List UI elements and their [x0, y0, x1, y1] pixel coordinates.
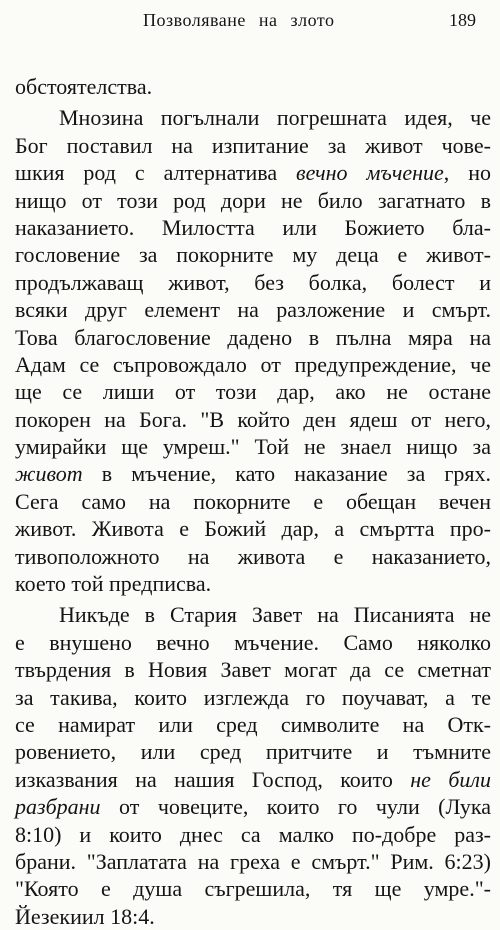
text-line: е внушено вечно мъчение. Само няколко: [15, 629, 491, 655]
text-line: брани. "Заплатата на греха е смърт." Рим. 6:23): [15, 848, 491, 874]
italic-emphasis: вечно мъчение: [296, 160, 444, 186]
text-line: умирайки ще умреш." Той не знаел нищо за: [15, 434, 491, 460]
text-segment: от човеците, които го чули (Лука: [100, 794, 491, 820]
running-header: [0, 6, 500, 36]
body-text: [15, 73, 491, 930]
text-line: тивоположното на живота е наказанието,: [15, 543, 491, 569]
text-line: Бог поставил на изпитание за живот чове-: [15, 132, 491, 158]
text-line: Адам се съпровождало от предупреждение, че: [15, 351, 491, 377]
page-number: 189: [449, 10, 476, 30]
paragraph: [15, 73, 491, 100]
text-line: всяки друг елемент на разложение и смърт.: [15, 297, 491, 323]
text-line: Мнозина погълнали погрешната идея, че: [59, 105, 491, 131]
text-line: [15, 159, 491, 186]
text-line: [15, 766, 491, 793]
text-line: живот. Живота е Божий дар, а смъртта про-: [15, 516, 491, 542]
text-line: Сега само на покорните е обещан вечен: [15, 488, 491, 514]
text-segment: шкия род с алтернатива: [15, 160, 297, 186]
text-line: "Която е душа съгрешила, тя ще умре."-: [15, 876, 491, 902]
text-line: нищо от този род дори не било загатнато в: [15, 187, 491, 213]
text-line: се намират или сред символите на Отк-: [15, 711, 491, 737]
paragraph: [15, 104, 491, 597]
text-line: покорен на Бога. "В който ден ядеш от него,: [15, 406, 491, 432]
text-line: за такива, които изглежда го поучават, а те: [15, 684, 491, 710]
chapter-title: Позволяване на злото: [143, 10, 335, 30]
text-line: наказанието. Милостта или Божието бла-: [15, 214, 491, 240]
text-line: обстоятелства.: [15, 74, 153, 99]
paragraph: [15, 601, 491, 930]
text-segment: , но: [443, 160, 491, 186]
text-segment: изказвания на нашия Господ, които: [15, 766, 411, 792]
text-line: твърдения в Новия Завет могат да се сметнат: [15, 657, 491, 683]
text-line: което той предписва.: [15, 571, 212, 597]
text-line: продължаващ живот, без болка, болест и: [15, 269, 491, 295]
italic-emphasis: живот: [15, 461, 83, 487]
text-line: Никъде в Стария Завет на Писанията не: [59, 602, 491, 628]
text-line: ще се лиши от този дар, ако не остане: [15, 379, 491, 405]
text-line: 8:10) и които днес са малко по-добре раз-: [15, 821, 491, 847]
text-line: гословение за покорните му деца е живот-: [15, 242, 491, 268]
text-segment: в мъчение, като наказание за грях.: [82, 461, 491, 487]
text-line: Йезекиил 18:4.: [15, 903, 155, 929]
text-line: [15, 793, 491, 820]
italic-emphasis: не били: [410, 766, 491, 792]
text-line: Това благословение дадено в пълна мяра на: [15, 324, 491, 350]
text-line: ровението, или сред притчите и тъмните: [15, 739, 491, 765]
italic-emphasis: разбрани: [15, 794, 101, 820]
text-line: [15, 460, 491, 487]
